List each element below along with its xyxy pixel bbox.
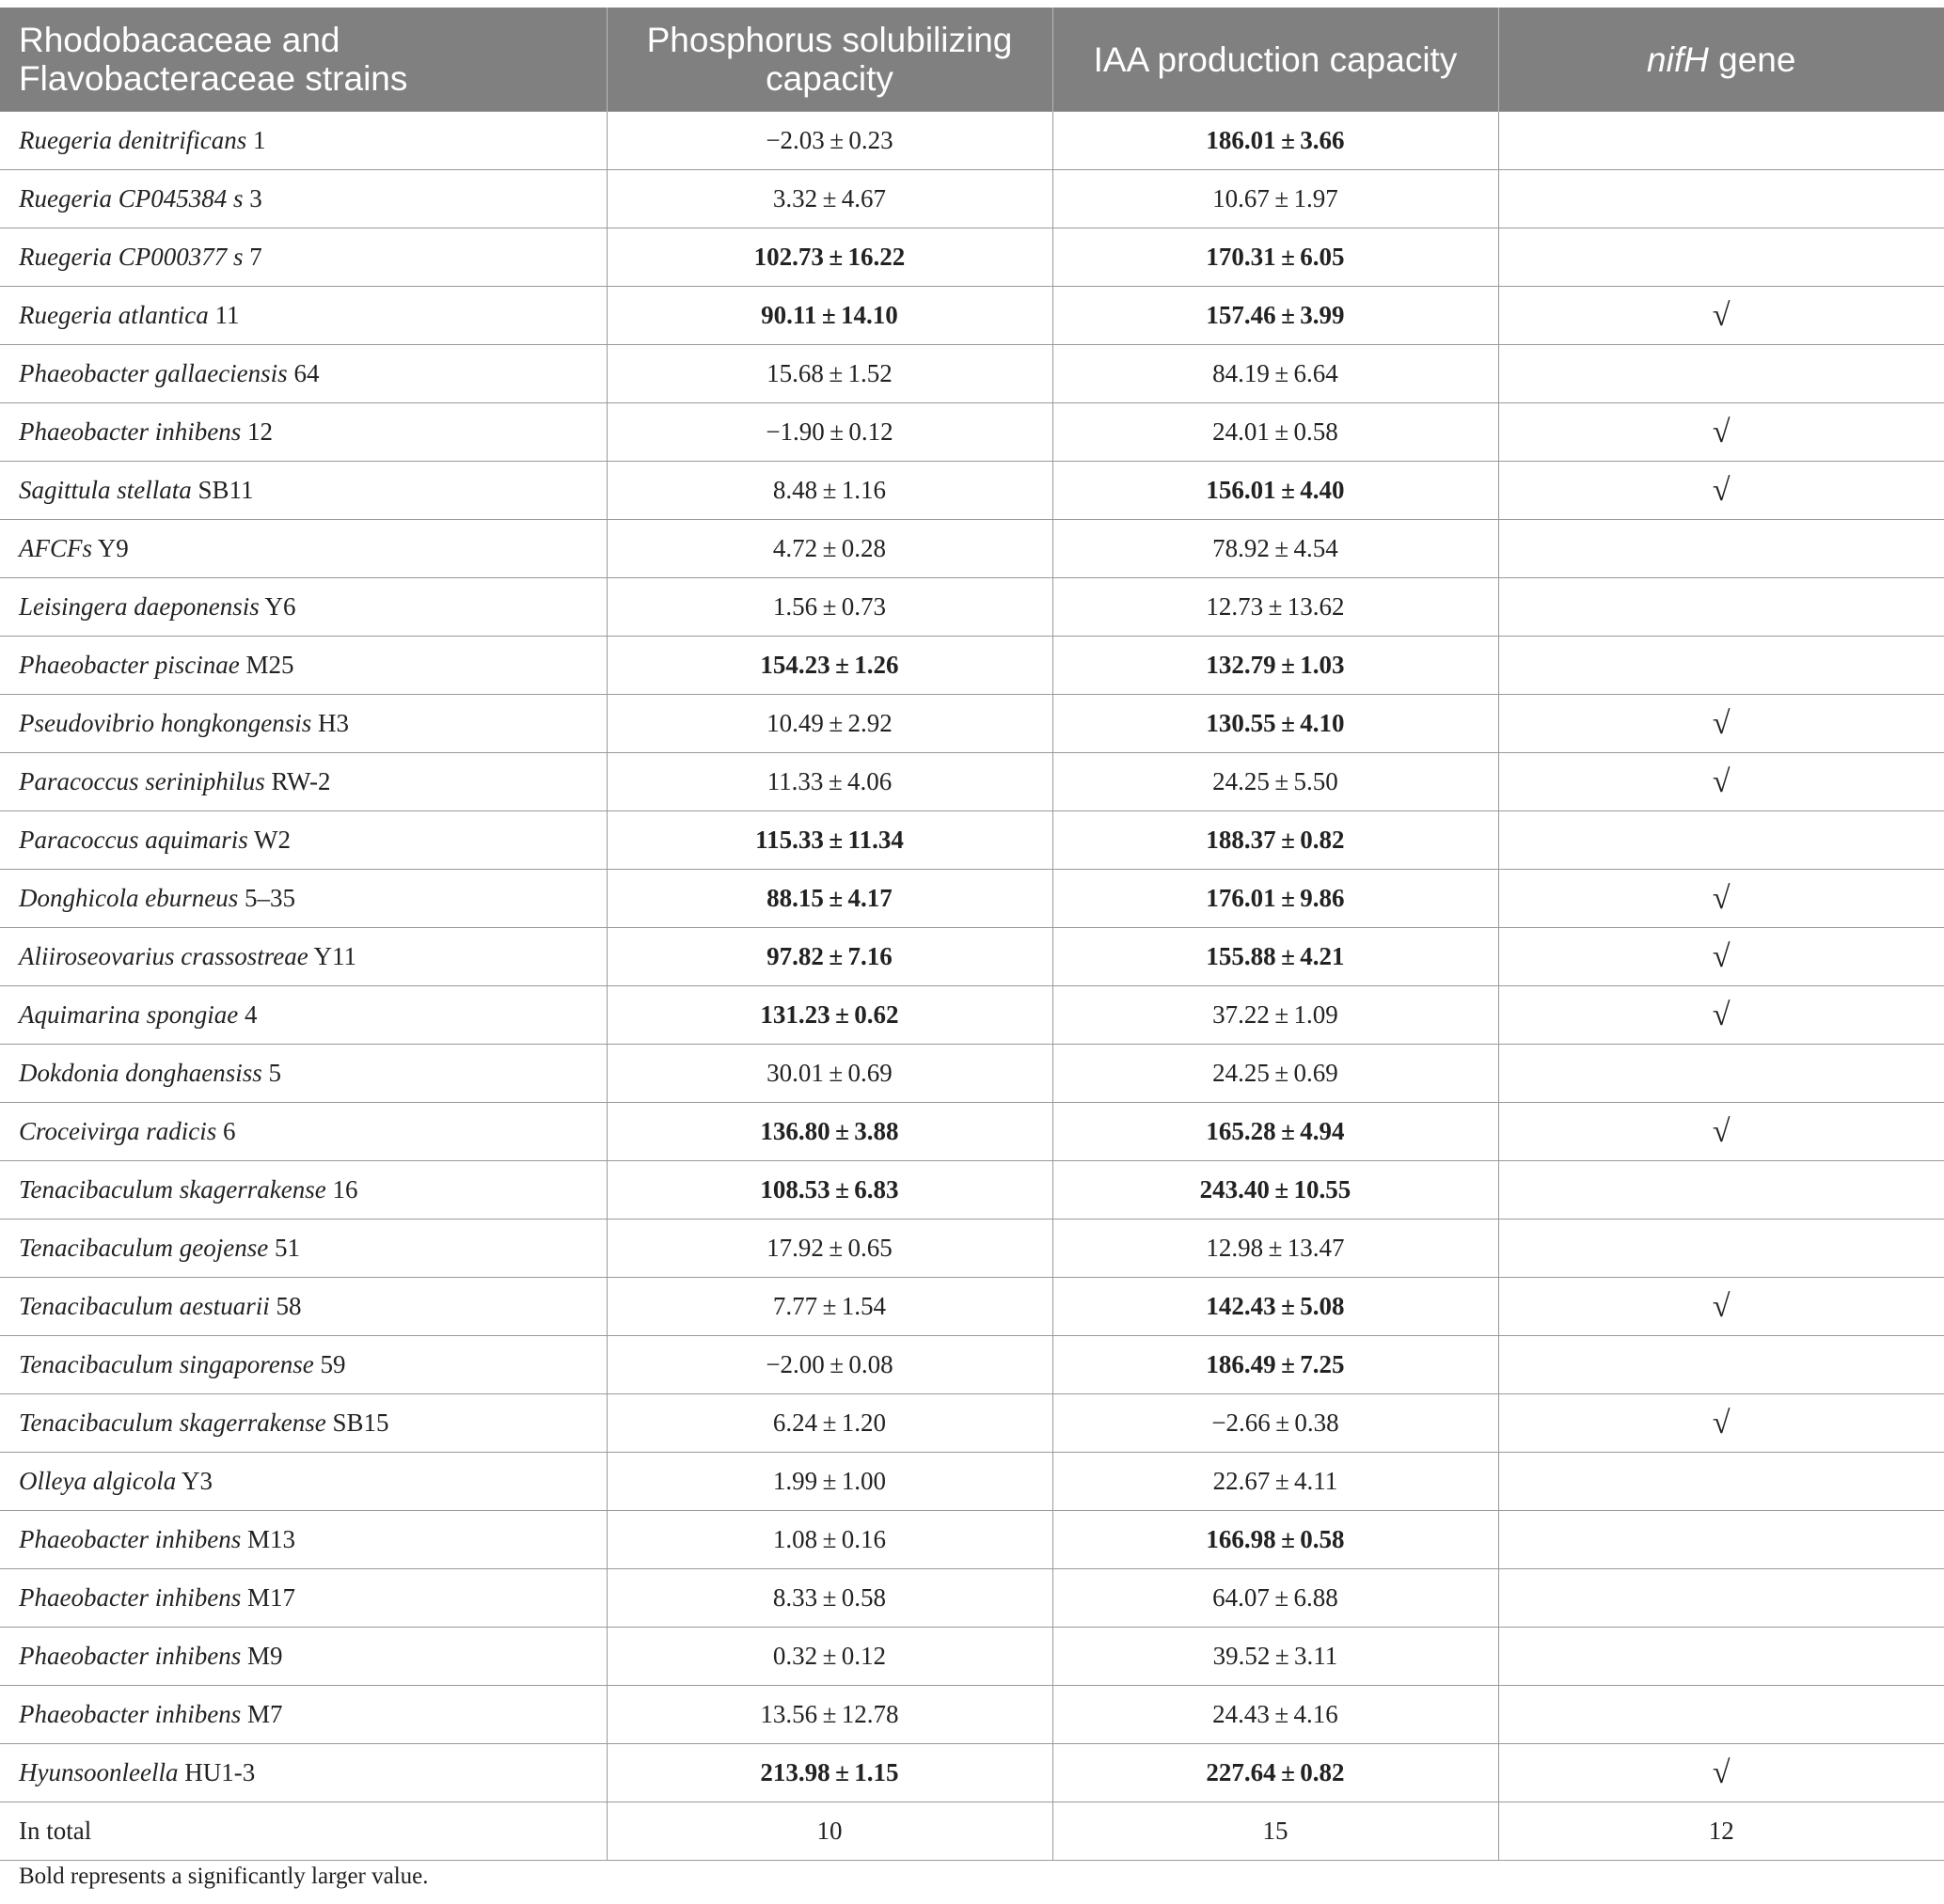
- phosphorus-cell: −2.03 ± 0.23: [607, 112, 1052, 170]
- strain-cell: [0, 287, 607, 345]
- strain-genus: Olleya algicola: [19, 1467, 177, 1495]
- strain-cell: [0, 462, 607, 520]
- nifh-cell: [1498, 345, 1944, 403]
- strain-cell: [0, 1744, 607, 1802]
- nifh-cell: [1498, 1628, 1944, 1686]
- table-row: [0, 1394, 1944, 1453]
- strain-cell: [0, 753, 607, 811]
- table-row: [0, 520, 1944, 578]
- nifh-cell: √: [1498, 928, 1944, 986]
- iaa-cell: 157.46 ± 3.99: [1052, 287, 1498, 345]
- strain-id: SB15: [325, 1408, 389, 1437]
- strain-cell: [0, 228, 607, 287]
- phosphorus-cell: −1.90 ± 0.12: [607, 403, 1052, 462]
- nifh-cell: [1498, 1453, 1944, 1511]
- nifh-cell: √: [1498, 695, 1944, 753]
- nifh-cell: [1498, 637, 1944, 695]
- nifh-cell: √: [1498, 986, 1944, 1045]
- strain-id: M13: [241, 1525, 295, 1553]
- phosphorus-cell: 154.23 ± 1.26: [607, 637, 1052, 695]
- iaa-cell: 22.67 ± 4.11: [1052, 1453, 1498, 1511]
- table-row: [0, 112, 1944, 170]
- strain-cell: [0, 403, 607, 462]
- strain-genus: Tenacibaculum skagerrakense: [19, 1175, 326, 1204]
- strain-id: 7: [243, 243, 262, 271]
- total-label: In total: [0, 1802, 607, 1861]
- phosphorus-cell: 115.33 ± 11.34: [607, 811, 1052, 870]
- strain-id: M9: [241, 1642, 283, 1670]
- strain-id: Y11: [308, 942, 356, 970]
- iaa-cell: 84.19 ± 6.64: [1052, 345, 1498, 403]
- iaa-cell: 165.28 ± 4.94: [1052, 1103, 1498, 1161]
- strain-id: 58: [269, 1292, 302, 1320]
- strain-id: 5–35: [238, 884, 295, 912]
- strain-cell: [0, 1103, 607, 1161]
- table-row: [0, 1569, 1944, 1628]
- iaa-cell: 227.64 ± 0.82: [1052, 1744, 1498, 1802]
- strain-id: 5: [261, 1059, 281, 1087]
- phosphorus-cell: 13.56 ± 12.78: [607, 1686, 1052, 1744]
- table-row: [0, 1686, 1944, 1744]
- phosphorus-cell: 1.08 ± 0.16: [607, 1511, 1052, 1569]
- strain-genus: Tenacibaculum geojense: [19, 1234, 269, 1262]
- strain-cell: [0, 928, 607, 986]
- iaa-cell: 186.01 ± 3.66: [1052, 112, 1498, 170]
- strain-id: Y6: [259, 592, 296, 621]
- header-phosphorus: Phosphorus solubilizing capacity: [607, 8, 1052, 112]
- strain-id: M17: [241, 1583, 295, 1612]
- strain-id: 11: [208, 301, 240, 329]
- strain-genus: Croceivirga radicis: [19, 1117, 217, 1145]
- iaa-cell: −2.66 ± 0.38: [1052, 1394, 1498, 1453]
- phosphorus-cell: 1.56 ± 0.73: [607, 578, 1052, 637]
- iaa-cell: 155.88 ± 4.21: [1052, 928, 1498, 986]
- strain-id: 12: [241, 417, 273, 446]
- strain-id: SB11: [191, 476, 254, 504]
- iaa-cell: 130.55 ± 4.10: [1052, 695, 1498, 753]
- iaa-cell: 24.25 ± 0.69: [1052, 1045, 1498, 1103]
- total-row: [0, 1802, 1944, 1861]
- header-nifh-rest: gene: [1708, 39, 1796, 79]
- strain-id: 16: [325, 1175, 358, 1204]
- total-phosphorus: 10: [607, 1802, 1052, 1861]
- nifh-cell: [1498, 578, 1944, 637]
- nifh-cell: [1498, 1220, 1944, 1278]
- nifh-cell: [1498, 1569, 1944, 1628]
- strain-id: 51: [268, 1234, 300, 1262]
- table-row: [0, 1278, 1944, 1336]
- strain-cell: [0, 1394, 607, 1453]
- iaa-cell: 24.43 ± 4.16: [1052, 1686, 1498, 1744]
- strain-cell: [0, 1511, 607, 1569]
- phosphorus-cell: 3.32 ± 4.67: [607, 170, 1052, 228]
- nifh-cell: [1498, 1161, 1944, 1220]
- phosphorus-cell: 4.72 ± 0.28: [607, 520, 1052, 578]
- nifh-cell: [1498, 112, 1944, 170]
- total-iaa: 15: [1052, 1802, 1498, 1861]
- strain-id: Y3: [176, 1467, 213, 1495]
- strain-genus: Hyunsoonleella: [19, 1758, 179, 1786]
- table-row: [0, 403, 1944, 462]
- table-row: [0, 1744, 1944, 1802]
- strain-cell: [0, 170, 607, 228]
- nifh-cell: [1498, 170, 1944, 228]
- phosphorus-cell: 10.49 ± 2.92: [607, 695, 1052, 753]
- nifh-cell: [1498, 520, 1944, 578]
- strain-id: M25: [239, 651, 294, 679]
- table-row: [0, 695, 1944, 753]
- table-row: [0, 753, 1944, 811]
- header-iaa: IAA production capacity: [1052, 8, 1498, 112]
- strain-genus: Phaeobacter inhibens: [19, 417, 242, 446]
- strain-cell: [0, 986, 607, 1045]
- table-row: [0, 637, 1944, 695]
- iaa-cell: 64.07 ± 6.88: [1052, 1569, 1498, 1628]
- strain-id: M7: [241, 1700, 283, 1728]
- table-row: [0, 462, 1944, 520]
- strain-cell: [0, 1278, 607, 1336]
- strain-genus: Phaeobacter inhibens: [19, 1583, 242, 1612]
- strain-id: W2: [247, 826, 291, 854]
- iaa-cell: 156.01 ± 4.40: [1052, 462, 1498, 520]
- strain-genus: Phaeobacter inhibens: [19, 1700, 242, 1728]
- strain-genus: Donghicola eburneus: [19, 884, 239, 912]
- phosphorus-cell: 11.33 ± 4.06: [607, 753, 1052, 811]
- strain-genus: Paracoccus aquimaris: [19, 826, 248, 854]
- iaa-cell: 78.92 ± 4.54: [1052, 520, 1498, 578]
- strain-genus: Leisingera daeponensis: [19, 592, 260, 621]
- strain-cell: [0, 112, 607, 170]
- nifh-cell: [1498, 811, 1944, 870]
- strain-cell: [0, 1686, 607, 1744]
- iaa-cell: 188.37 ± 0.82: [1052, 811, 1498, 870]
- nifh-cell: √: [1498, 1744, 1944, 1802]
- nifh-cell: √: [1498, 1103, 1944, 1161]
- table-row: [0, 811, 1944, 870]
- nifh-cell: √: [1498, 462, 1944, 520]
- iaa-cell: 12.73 ± 13.62: [1052, 578, 1498, 637]
- nifh-cell: [1498, 1336, 1944, 1394]
- nifh-cell: [1498, 228, 1944, 287]
- footnote: Bold represents a significantly larger value.: [19, 1864, 429, 1889]
- phosphorus-cell: 102.73 ± 16.22: [607, 228, 1052, 287]
- iaa-cell: 166.98 ± 0.58: [1052, 1511, 1498, 1569]
- table-row: [0, 1220, 1944, 1278]
- table-body: [0, 112, 1944, 1861]
- strain-cell: [0, 345, 607, 403]
- phosphorus-cell: 17.92 ± 0.65: [607, 1220, 1052, 1278]
- strain-genus: Tenacibaculum skagerrakense: [19, 1408, 326, 1437]
- strain-id: 4: [238, 1000, 258, 1029]
- table-row: [0, 1103, 1944, 1161]
- phosphorus-cell: 131.23 ± 0.62: [607, 986, 1052, 1045]
- strain-cell: [0, 870, 607, 928]
- strain-cell: [0, 637, 607, 695]
- table-row: [0, 345, 1944, 403]
- phosphorus-cell: 8.48 ± 1.16: [607, 462, 1052, 520]
- header-nifh-italic: nifH: [1647, 39, 1709, 79]
- table-row: [0, 1161, 1944, 1220]
- phosphorus-cell: 90.11 ± 14.10: [607, 287, 1052, 345]
- strain-genus: Phaeobacter inhibens: [19, 1642, 242, 1670]
- table-row: [0, 870, 1944, 928]
- phosphorus-cell: 6.24 ± 1.20: [607, 1394, 1052, 1453]
- iaa-cell: 142.43 ± 5.08: [1052, 1278, 1498, 1336]
- nifh-cell: √: [1498, 1278, 1944, 1336]
- table-row: [0, 170, 1944, 228]
- strain-id: HU1-3: [178, 1758, 256, 1786]
- iaa-cell: 132.79 ± 1.03: [1052, 637, 1498, 695]
- nifh-cell: √: [1498, 287, 1944, 345]
- table-row: [0, 578, 1944, 637]
- strain-cell: [0, 1220, 607, 1278]
- strain-genus: Ruegeria denitrificans: [19, 126, 247, 154]
- strain-genus: Aquimarina spongiae: [19, 1000, 239, 1029]
- table-row: [0, 1453, 1944, 1511]
- table-row: [0, 986, 1944, 1045]
- iaa-cell: 24.01 ± 0.58: [1052, 403, 1498, 462]
- iaa-cell: 10.67 ± 1.97: [1052, 170, 1498, 228]
- phosphorus-cell: 88.15 ± 4.17: [607, 870, 1052, 928]
- strain-genus: Phaeobacter piscinae: [19, 651, 240, 679]
- strain-genus: Dokdonia donghaensiss: [19, 1059, 262, 1087]
- strain-genus: AFCFs: [19, 534, 92, 562]
- strain-id: 3: [243, 184, 262, 212]
- strain-genus: Pseudovibrio hongkongensis: [19, 709, 312, 737]
- strain-id: RW-2: [264, 767, 331, 795]
- iaa-cell: 186.49 ± 7.25: [1052, 1336, 1498, 1394]
- phosphorus-cell: 7.77 ± 1.54: [607, 1278, 1052, 1336]
- strain-cell: [0, 578, 607, 637]
- strain-id: Y9: [92, 534, 129, 562]
- table-row: [0, 1045, 1944, 1103]
- strain-cell: [0, 1628, 607, 1686]
- strain-id: 1: [246, 126, 266, 154]
- phosphorus-cell: 136.80 ± 3.88: [607, 1103, 1052, 1161]
- strain-genus: Ruegeria CP000377 s: [19, 243, 244, 271]
- strain-cell: [0, 1336, 607, 1394]
- strain-genus: Sagittula stellata: [19, 476, 192, 504]
- phosphorus-cell: 30.01 ± 0.69: [607, 1045, 1052, 1103]
- iaa-cell: 176.01 ± 9.86: [1052, 870, 1498, 928]
- phosphorus-cell: 8.33 ± 0.58: [607, 1569, 1052, 1628]
- phosphorus-cell: 15.68 ± 1.52: [607, 345, 1052, 403]
- phosphorus-cell: 0.32 ± 0.12: [607, 1628, 1052, 1686]
- total-nifh: 12: [1498, 1802, 1944, 1861]
- iaa-cell: 12.98 ± 13.47: [1052, 1220, 1498, 1278]
- strain-cell: [0, 695, 607, 753]
- table-row: [0, 287, 1944, 345]
- phosphorus-cell: 97.82 ± 7.16: [607, 928, 1052, 986]
- iaa-cell: 37.22 ± 1.09: [1052, 986, 1498, 1045]
- phosphorus-cell: 213.98 ± 1.15: [607, 1744, 1052, 1802]
- strain-cell: [0, 1569, 607, 1628]
- strain-genus: Tenacibaculum aestuarii: [19, 1292, 270, 1320]
- data-table: [0, 8, 1944, 1861]
- phosphorus-cell: 1.99 ± 1.00: [607, 1453, 1052, 1511]
- header-row: [0, 8, 1944, 112]
- nifh-cell: √: [1498, 753, 1944, 811]
- iaa-cell: 170.31 ± 6.05: [1052, 228, 1498, 287]
- table-row: [0, 1628, 1944, 1686]
- nifh-cell: √: [1498, 403, 1944, 462]
- strain-genus: Ruegeria CP045384 s: [19, 184, 244, 212]
- nifh-cell: √: [1498, 1394, 1944, 1453]
- strain-genus: Tenacibaculum singaporense: [19, 1350, 314, 1378]
- phosphorus-cell: 108.53 ± 6.83: [607, 1161, 1052, 1220]
- header-strains: Rhodobacaceae and Flavobacteraceae strains: [0, 8, 607, 112]
- table-row: [0, 928, 1944, 986]
- strain-id: 6: [216, 1117, 236, 1145]
- strain-cell: [0, 811, 607, 870]
- strain-genus: Ruegeria atlantica: [19, 301, 209, 329]
- table-row: [0, 228, 1944, 287]
- iaa-cell: 243.40 ± 10.55: [1052, 1161, 1498, 1220]
- strain-id: 64: [287, 359, 320, 387]
- nifh-cell: [1498, 1511, 1944, 1569]
- strain-genus: Phaeobacter gallaeciensis: [19, 359, 288, 387]
- table-row: [0, 1336, 1944, 1394]
- strain-cell: [0, 1453, 607, 1511]
- strain-cell: [0, 1161, 607, 1220]
- strain-cell: [0, 520, 607, 578]
- nifh-cell: [1498, 1045, 1944, 1103]
- strain-id: H3: [311, 709, 349, 737]
- strain-cell: [0, 1045, 607, 1103]
- nifh-cell: [1498, 1686, 1944, 1744]
- strain-genus: Paracoccus seriniphilus: [19, 767, 265, 795]
- strain-genus: Aliiroseovarius crassostreae: [19, 942, 308, 970]
- header-nifh: [1498, 8, 1944, 112]
- strain-genus: Phaeobacter inhibens: [19, 1525, 242, 1553]
- strain-id: 59: [313, 1350, 346, 1378]
- table-row: [0, 1511, 1944, 1569]
- iaa-cell: 39.52 ± 3.11: [1052, 1628, 1498, 1686]
- nifh-cell: √: [1498, 870, 1944, 928]
- phosphorus-cell: −2.00 ± 0.08: [607, 1336, 1052, 1394]
- iaa-cell: 24.25 ± 5.50: [1052, 753, 1498, 811]
